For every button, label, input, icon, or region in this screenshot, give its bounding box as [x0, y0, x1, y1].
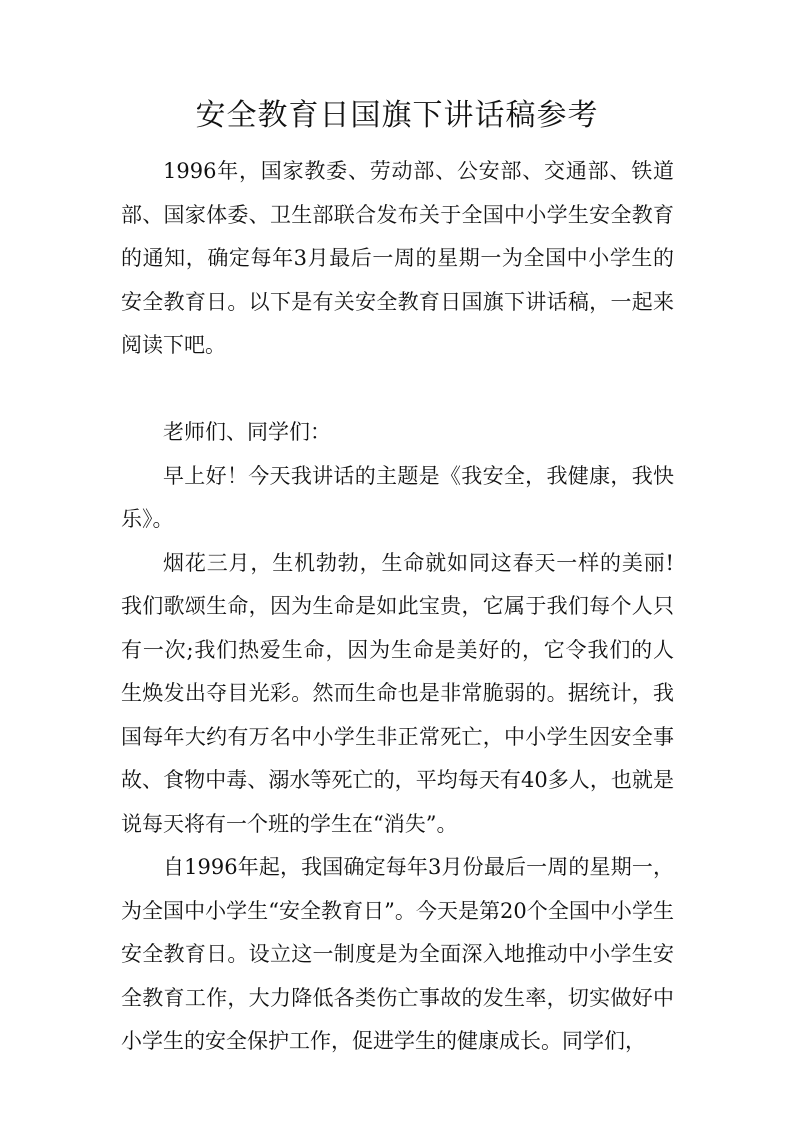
salutation-line: 老师们、同学们：	[163, 420, 331, 444]
body-paragraph-2: 自1996年起，我国确定每年3月份最后一周的星期一，为全国中小学生“安全教育日”。今天是第20个全国中小学生安全教育日。设立这一制度是为全面深入地推动中小学生安全教育工作，大力降低各类伤亡事故的发生率，切实做好中小学生的安全保护工作，促进学生的健康成长。同学们，	[121, 855, 674, 1053]
intro-paragraph: 1996年，国家教委、劳动部、公安部、交通部、铁道部、国家体委、卫生部联合发布关于全国中小学生安全教育的通知，确定每年3月最后一周的星期一为全国中小学生的安全教育日。以下是有关安全教育日国旗下讲话稿，一起来阅读下吧。	[121, 159, 674, 357]
document-body	[121, 150, 674, 1064]
document-title: 安全教育日国旗下讲话稿参考	[195, 98, 599, 133]
body-paragraph-1: 烟花三月，生机勃勃，生命就如同这春天一样的美丽!我们歌颂生命，因为生命是如此宝贵，它属于我们每个人只有一次;我们热爱生命，因为生命是美好的，它令我们的人生焕发出夺目光彩。然而生命也是非常脆弱的。据统计，我国每年大约有万名中小学生非正常死亡，中小学生因安全事故、食物中毒、溺水等死亡的，平均每天有40多人，也就是说每天将有一个班的学生在“消失”。	[121, 550, 674, 836]
greeting-paragraph: 早上好！今天我讲话的主题是《我安全，我健康，我快乐》。	[121, 463, 674, 531]
blank-line	[121, 368, 674, 412]
